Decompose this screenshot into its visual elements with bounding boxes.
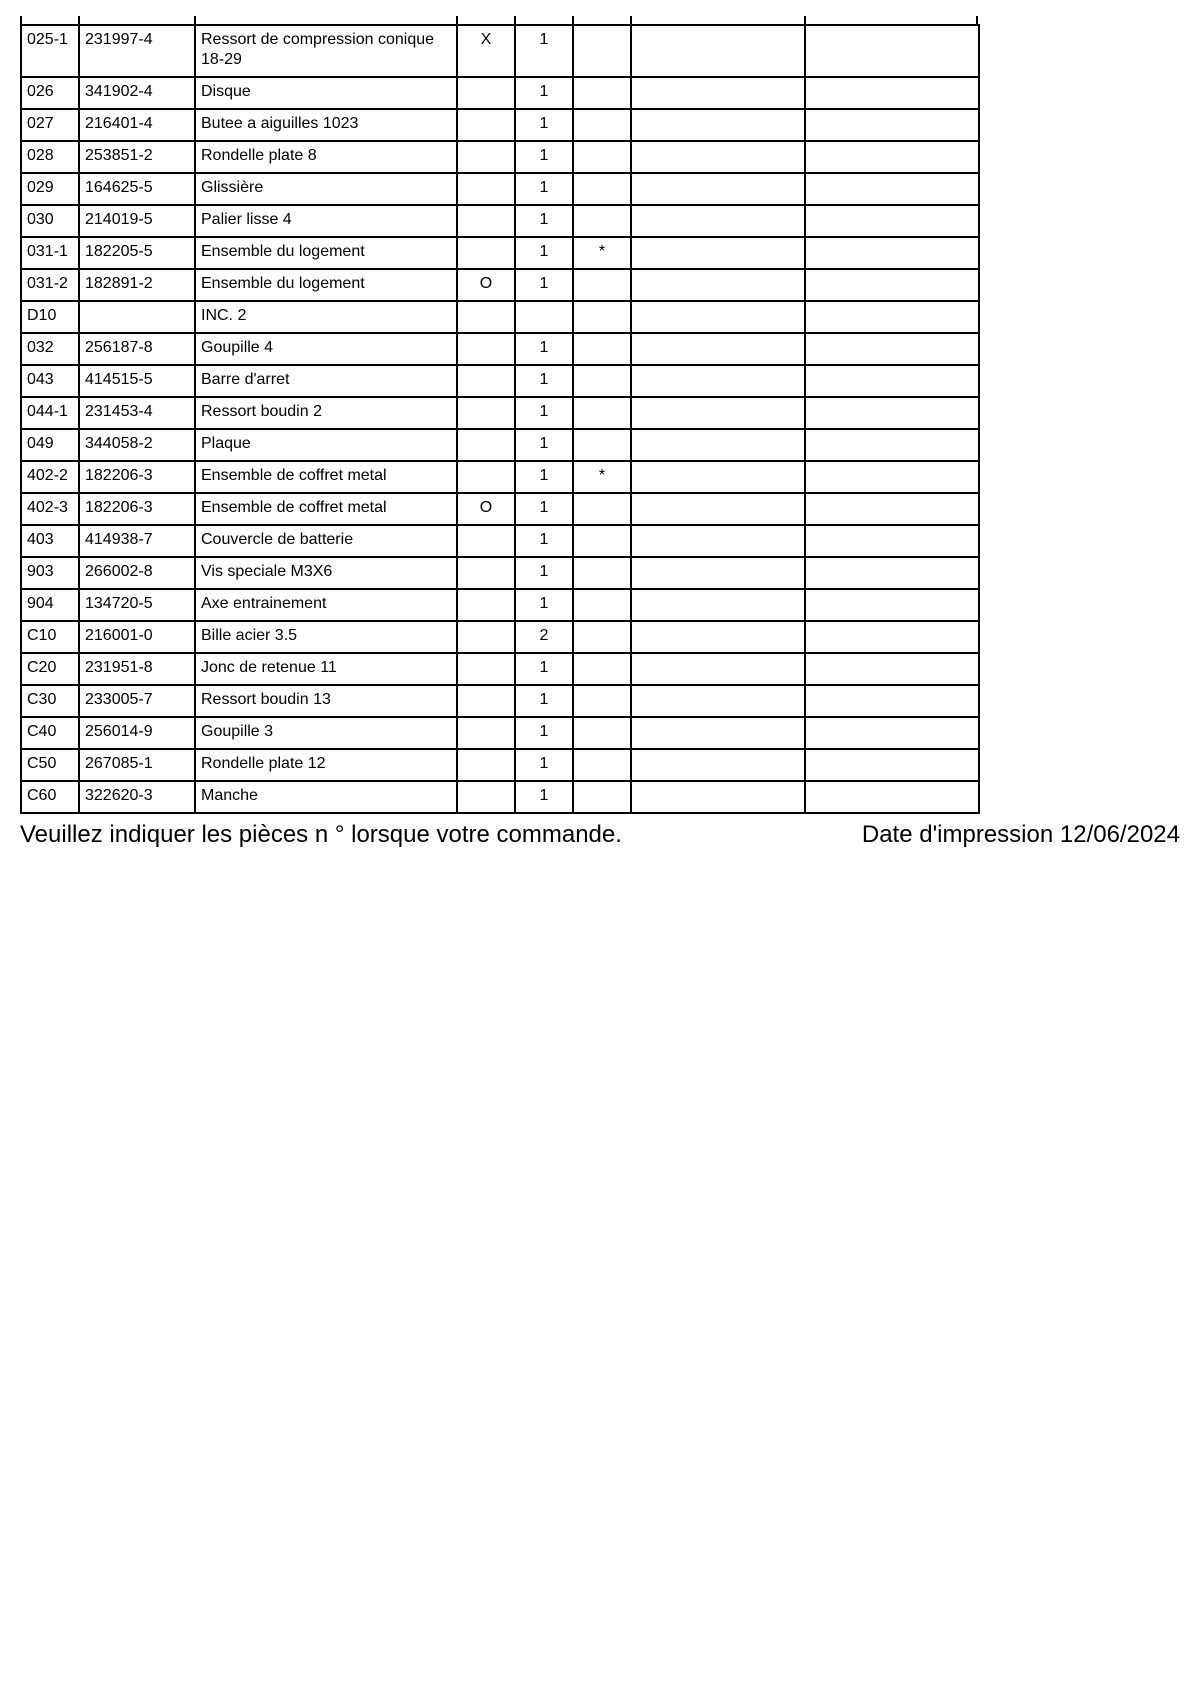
cell-flag: * xyxy=(573,461,631,493)
cell-ref: C10 xyxy=(21,621,79,653)
cell-description: Goupille 4 xyxy=(195,333,457,365)
cell-quantity: 1 xyxy=(515,269,573,301)
table-row xyxy=(21,25,979,77)
cell-description: Barre d'arret xyxy=(195,365,457,397)
cell-ref: 030 xyxy=(21,205,79,237)
cell-option-mark xyxy=(457,589,515,621)
cell-option-mark xyxy=(457,685,515,717)
cell-quantity: 1 xyxy=(515,717,573,749)
cell-note-2 xyxy=(805,333,979,365)
table-row xyxy=(21,429,979,461)
cell-flag: * xyxy=(573,237,631,269)
cell-note-1 xyxy=(631,25,805,77)
cell-note-2 xyxy=(805,397,979,429)
cell-option-mark: O xyxy=(457,493,515,525)
cell-part-number: 267085-1 xyxy=(79,749,195,781)
page-footer xyxy=(20,820,1180,850)
table-row xyxy=(21,301,979,333)
cell-flag xyxy=(573,25,631,77)
cell-part-number: 253851-2 xyxy=(79,141,195,173)
cell-flag xyxy=(573,685,631,717)
table-row xyxy=(21,461,979,493)
cell-note-1 xyxy=(631,653,805,685)
cell-flag xyxy=(573,781,631,813)
cell-note-2 xyxy=(805,25,979,77)
table-row xyxy=(21,173,979,205)
table-row xyxy=(21,749,979,781)
cell-note-1 xyxy=(631,77,805,109)
cell-ref: 028 xyxy=(21,141,79,173)
cell-option-mark: X xyxy=(457,25,515,77)
cell-option-mark xyxy=(457,781,515,813)
cell-note-1 xyxy=(631,749,805,781)
cell-ref: 025-1 xyxy=(21,25,79,77)
cell-ref: C20 xyxy=(21,653,79,685)
parts-table-body xyxy=(21,25,979,813)
table-row xyxy=(21,685,979,717)
cell-description: Glissière xyxy=(195,173,457,205)
cell-quantity: 1 xyxy=(515,685,573,717)
table-row xyxy=(21,493,979,525)
cell-part-number: 231997-4 xyxy=(79,25,195,77)
cell-note-1 xyxy=(631,589,805,621)
cell-option-mark xyxy=(457,109,515,141)
cell-description: Ensemble de coffret metal xyxy=(195,493,457,525)
table-row xyxy=(21,205,979,237)
cell-description: Butee a aiguilles 1023 xyxy=(195,109,457,141)
cell-ref: 044-1 xyxy=(21,397,79,429)
cell-quantity: 1 xyxy=(515,333,573,365)
cell-quantity: 1 xyxy=(515,25,573,77)
cell-note-1 xyxy=(631,525,805,557)
cell-ref: C50 xyxy=(21,749,79,781)
cell-note-2 xyxy=(805,301,979,333)
cell-flag xyxy=(573,205,631,237)
cell-part-number: 256187-8 xyxy=(79,333,195,365)
table-row xyxy=(21,141,979,173)
cell-option-mark xyxy=(457,301,515,333)
cell-quantity: 1 xyxy=(515,365,573,397)
cell-ref: 026 xyxy=(21,77,79,109)
cell-description: Jonc de retenue 11 xyxy=(195,653,457,685)
cell-note-2 xyxy=(805,781,979,813)
cell-ref: 031-1 xyxy=(21,237,79,269)
cell-option-mark xyxy=(457,141,515,173)
cell-note-1 xyxy=(631,621,805,653)
cell-note-2 xyxy=(805,429,979,461)
cell-part-number xyxy=(79,301,195,333)
cell-note-2 xyxy=(805,717,979,749)
cell-description: Rondelle plate 8 xyxy=(195,141,457,173)
cell-quantity: 1 xyxy=(515,525,573,557)
cell-quantity: 1 xyxy=(515,109,573,141)
cell-note-2 xyxy=(805,525,979,557)
cell-option-mark: O xyxy=(457,269,515,301)
cell-option-mark xyxy=(457,397,515,429)
table-row xyxy=(21,109,979,141)
cell-part-number: 414515-5 xyxy=(79,365,195,397)
parts-table xyxy=(20,24,980,814)
cell-description: Ressort boudin 2 xyxy=(195,397,457,429)
cell-flag xyxy=(573,365,631,397)
cell-note-2 xyxy=(805,173,979,205)
cell-description: Palier lisse 4 xyxy=(195,205,457,237)
cell-description: Ensemble du logement xyxy=(195,237,457,269)
cell-part-number: 182206-3 xyxy=(79,493,195,525)
cell-ref: 027 xyxy=(21,109,79,141)
cell-flag xyxy=(573,397,631,429)
cell-part-number: 134720-5 xyxy=(79,589,195,621)
cell-quantity: 1 xyxy=(515,653,573,685)
cell-description: Axe entrainement xyxy=(195,589,457,621)
cell-option-mark xyxy=(457,621,515,653)
cell-option-mark xyxy=(457,205,515,237)
cell-quantity: 1 xyxy=(515,493,573,525)
cell-option-mark xyxy=(457,525,515,557)
cell-part-number: 414938-7 xyxy=(79,525,195,557)
cell-note-1 xyxy=(631,109,805,141)
cell-description: Ressort de compression conique 18-29 xyxy=(195,25,457,77)
table-row xyxy=(21,653,979,685)
cell-flag xyxy=(573,269,631,301)
table-row xyxy=(21,525,979,557)
cell-part-number: 344058-2 xyxy=(79,429,195,461)
cell-description: Plaque xyxy=(195,429,457,461)
cell-part-number: 256014-9 xyxy=(79,717,195,749)
cell-description: Goupille 3 xyxy=(195,717,457,749)
cell-option-mark xyxy=(457,77,515,109)
table-row xyxy=(21,557,979,589)
table-row xyxy=(21,589,979,621)
cell-description: INC. 2 xyxy=(195,301,457,333)
cell-quantity: 1 xyxy=(515,173,573,205)
cell-note-2 xyxy=(805,269,979,301)
cell-ref: 031-2 xyxy=(21,269,79,301)
cell-description: Bille acier 3.5 xyxy=(195,621,457,653)
cell-note-1 xyxy=(631,557,805,589)
cell-ref: 032 xyxy=(21,333,79,365)
cell-quantity: 1 xyxy=(515,205,573,237)
cell-note-2 xyxy=(805,205,979,237)
cell-quantity: 1 xyxy=(515,589,573,621)
cell-part-number: 233005-7 xyxy=(79,685,195,717)
cell-ref: D10 xyxy=(21,301,79,333)
cell-description: Manche xyxy=(195,781,457,813)
cell-option-mark xyxy=(457,717,515,749)
cell-option-mark xyxy=(457,365,515,397)
cell-note-1 xyxy=(631,205,805,237)
table-row xyxy=(21,77,979,109)
cell-note-2 xyxy=(805,749,979,781)
cell-part-number: 341902-4 xyxy=(79,77,195,109)
cell-quantity: 2 xyxy=(515,621,573,653)
cell-part-number: 182205-5 xyxy=(79,237,195,269)
cell-note-2 xyxy=(805,493,979,525)
cell-note-1 xyxy=(631,269,805,301)
cell-note-1 xyxy=(631,429,805,461)
cell-note-1 xyxy=(631,333,805,365)
cell-part-number: 216401-4 xyxy=(79,109,195,141)
cell-option-mark xyxy=(457,653,515,685)
table-row xyxy=(21,365,979,397)
cell-description: Vis speciale M3X6 xyxy=(195,557,457,589)
table-row xyxy=(21,621,979,653)
cell-note-1 xyxy=(631,493,805,525)
cell-description: Disque xyxy=(195,77,457,109)
cell-note-1 xyxy=(631,237,805,269)
cell-ref: 402-2 xyxy=(21,461,79,493)
cell-quantity: 1 xyxy=(515,461,573,493)
cell-note-2 xyxy=(805,77,979,109)
cell-quantity: 1 xyxy=(515,237,573,269)
cell-ref: C60 xyxy=(21,781,79,813)
cell-note-1 xyxy=(631,173,805,205)
cell-note-1 xyxy=(631,301,805,333)
cell-flag xyxy=(573,301,631,333)
cell-flag xyxy=(573,333,631,365)
cell-ref: 402-3 xyxy=(21,493,79,525)
cell-quantity: 1 xyxy=(515,429,573,461)
cell-part-number: 164625-5 xyxy=(79,173,195,205)
cell-flag xyxy=(573,173,631,205)
cell-note-1 xyxy=(631,685,805,717)
cell-note-2 xyxy=(805,621,979,653)
cell-quantity: 1 xyxy=(515,141,573,173)
cell-quantity: 1 xyxy=(515,749,573,781)
cell-option-mark xyxy=(457,237,515,269)
cell-note-1 xyxy=(631,461,805,493)
cell-flag xyxy=(573,525,631,557)
cell-quantity: 1 xyxy=(515,397,573,429)
cell-note-1 xyxy=(631,717,805,749)
cell-note-2 xyxy=(805,685,979,717)
cell-description: Ensemble de coffret metal xyxy=(195,461,457,493)
table-row xyxy=(21,717,979,749)
cell-quantity: 1 xyxy=(515,781,573,813)
cell-quantity: 1 xyxy=(515,77,573,109)
cell-flag xyxy=(573,557,631,589)
cell-description: Ressort boudin 13 xyxy=(195,685,457,717)
cell-ref: 904 xyxy=(21,589,79,621)
cell-quantity xyxy=(515,301,573,333)
table-row xyxy=(21,237,979,269)
cell-ref: 403 xyxy=(21,525,79,557)
cell-note-2 xyxy=(805,141,979,173)
table-row xyxy=(21,397,979,429)
cell-part-number: 182206-3 xyxy=(79,461,195,493)
cell-part-number: 216001-0 xyxy=(79,621,195,653)
cell-flag xyxy=(573,717,631,749)
cell-ref: 903 xyxy=(21,557,79,589)
cell-note-2 xyxy=(805,653,979,685)
cell-flag xyxy=(573,749,631,781)
cell-option-mark xyxy=(457,557,515,589)
cell-description: Ensemble du logement xyxy=(195,269,457,301)
cell-flag xyxy=(573,493,631,525)
order-instruction-note: Veuillez indiquer les pièces n ° lorsque votre commande. xyxy=(20,821,622,848)
cell-ref: C40 xyxy=(21,717,79,749)
cell-description: Rondelle plate 12 xyxy=(195,749,457,781)
cell-option-mark xyxy=(457,429,515,461)
cell-ref: 043 xyxy=(21,365,79,397)
cell-part-number: 214019-5 xyxy=(79,205,195,237)
cell-flag xyxy=(573,621,631,653)
cell-ref: C30 xyxy=(21,685,79,717)
cell-note-1 xyxy=(631,397,805,429)
cell-note-1 xyxy=(631,141,805,173)
cell-flag xyxy=(573,109,631,141)
cell-part-number: 231453-4 xyxy=(79,397,195,429)
print-date: Date d'impression 12/06/2024 xyxy=(861,821,1180,848)
table-row xyxy=(21,781,979,813)
cell-ref: 049 xyxy=(21,429,79,461)
cell-option-mark xyxy=(457,749,515,781)
cell-flag xyxy=(573,429,631,461)
table-row xyxy=(21,269,979,301)
cell-part-number: 182891-2 xyxy=(79,269,195,301)
cell-flag xyxy=(573,653,631,685)
cell-note-2 xyxy=(805,237,979,269)
cell-part-number: 231951-8 xyxy=(79,653,195,685)
cell-note-1 xyxy=(631,365,805,397)
cell-note-1 xyxy=(631,781,805,813)
cell-ref: 029 xyxy=(21,173,79,205)
cell-note-2 xyxy=(805,461,979,493)
cell-flag xyxy=(573,77,631,109)
cell-quantity: 1 xyxy=(515,557,573,589)
cell-note-2 xyxy=(805,589,979,621)
cell-note-2 xyxy=(805,109,979,141)
cell-option-mark xyxy=(457,173,515,205)
cell-description: Couvercle de batterie xyxy=(195,525,457,557)
cell-part-number: 266002-8 xyxy=(79,557,195,589)
cell-flag xyxy=(573,589,631,621)
cell-flag xyxy=(573,141,631,173)
table-row xyxy=(21,333,979,365)
cell-option-mark xyxy=(457,333,515,365)
cell-note-2 xyxy=(805,557,979,589)
cell-option-mark xyxy=(457,461,515,493)
cell-note-2 xyxy=(805,365,979,397)
cell-part-number: 322620-3 xyxy=(79,781,195,813)
